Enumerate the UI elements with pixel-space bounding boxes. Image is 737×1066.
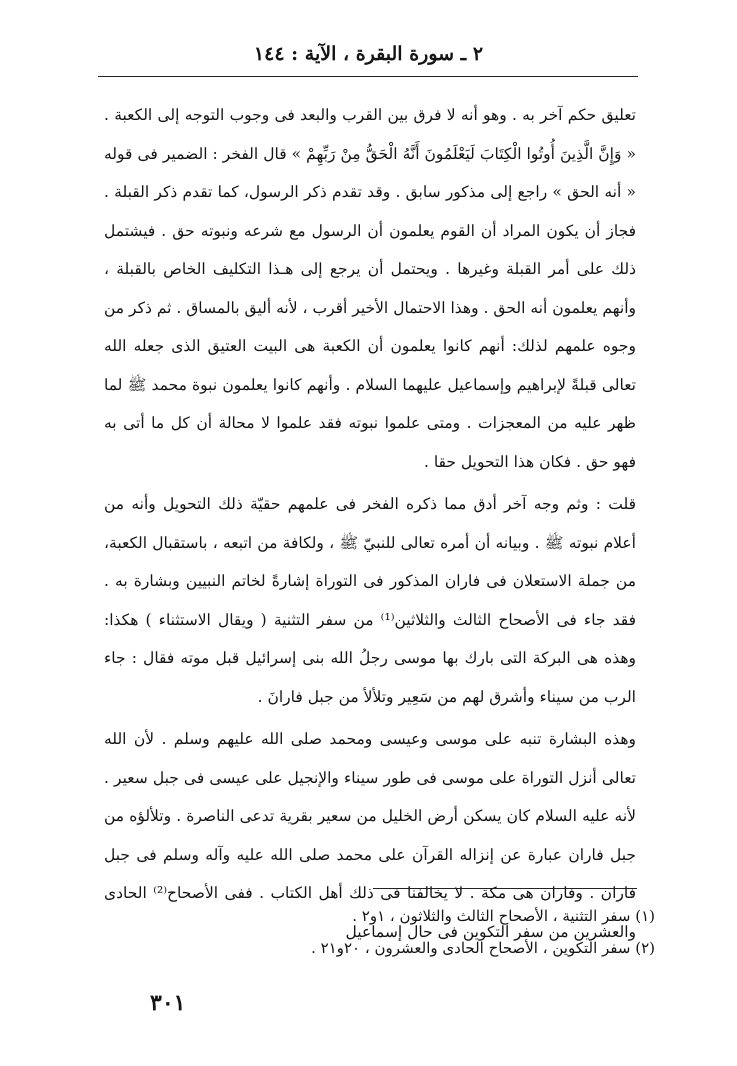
paragraph-1: تعليق حكم آخر به . وهو أنه لا فرق بين القرب والبعد فى وجوب التوجه إلى الكعبة . « وَإِنَّ الَّذِينَ أُوتُوا الْكِتَابَ لَيَعْلَمُونَ أَنَّهُ الْحَقُّ مِنْ رَبِّهِمْ » قال الفخر : الضمير فى قوله « أنه الحق » راجع إلى مذكور سابق . وقد تقدم ذكر الرسول، كما تقدم ذكر القبلة . فجاز أن يكون المراد أن القوم يعلمون أن الرسول مع شرعه ونبوته حق . فيشتمل ذلك على أمر القبلة وغيرها . ويحتمل أن يرجع إلى هـذا التكليف الخاص بالقبلة ، وأنهم يعلمون أنه الحق . وهذا الاحتمال الأخير أقرب ، لأنه أليق بالمساق . ثم ذكر من وجوه علمهم لذلك: أنهم كانوا يعلمون أن الكعبة هى البيت العتيق الذى جعله الله تعالى قبلةً لإبراهيم وإسماعيل عليهما السلام . وأنهم كانوا يعلمون نبوة محمد ﷺ لما ظهر عليه من المعجزات . ومتى علموا نبوته فقد علموا لا محالة أن كل ما أتى به فهو حق . فكان هذا التحويل حقا .	[104, 106, 636, 471]
footnotes	[260, 900, 655, 964]
header-rule	[98, 76, 638, 77]
footnote-1: (١) سفر التثنية ، الأصحاح الثالث والثلاثون ، ١و٢ .	[352, 907, 655, 925]
running-header: ٢ ـ سورة البقرة ، الآية : ١٤٤	[253, 43, 484, 65]
paragraph-3: وهذه البشارة تنبه على موسى وعيسى ومحمد صلى الله عليهم وسلم . لأن الله تعالى أنزل التوراة على موسى فى طور سيناء والإنجيل على عيسى فى جبل سعير . لأنه عليه السلام كان يسكن أرض الخليل من سعير بقرية تدعى الناصرة . وتلألؤه من جبل فاران عبارة عن إنزاله القرآن على محمد صلى الله عليه وآله وسلم فى جبل فاران . وفاران هى مكة . لا يخالفنا فى ذلك أهل الكتاب . ففى الأصحاح⁽²⁾ الحادى والعشرين من سفر التكوين فى حال إسماعيل	[104, 730, 636, 941]
footnote-2: (٢) سفر التكوين ، الأصحاح الحادى والعشرون ، ٢٠و٢١ .	[311, 939, 655, 957]
page-number: ٣٠١	[150, 990, 186, 1016]
main-text	[104, 96, 636, 951]
footnote-rule	[373, 888, 637, 889]
paragraph-2: قلت : وثم وجه آخر أدق مما ذكره الفخر فى علمهم حقيّة ذلك التحويل وأنه من أعلام نبوته ﷺ . وبيانه أن أمره تعالى للنبيّ ﷺ ، ولكافة من اتبعه ، باستقبال الكعبة، من جملة الاستعلان فى فاران المذكور فى التوراة إشارةً لخاتم النبيين وبشارة به . فقد جاء فى الأصحاح الثالث والثلاثين⁽¹⁾ من سفر التثنية ( ويقال الاستثناء ) هكذا: وهذه هى البركة التى بارك بها موسى رجلُ الله بنى إسرائيل قبل موته فقال : جاء الرب من سيناء وأشرق لهم من سَعِير وتلألأ من جبل فارانَ .	[104, 495, 636, 706]
